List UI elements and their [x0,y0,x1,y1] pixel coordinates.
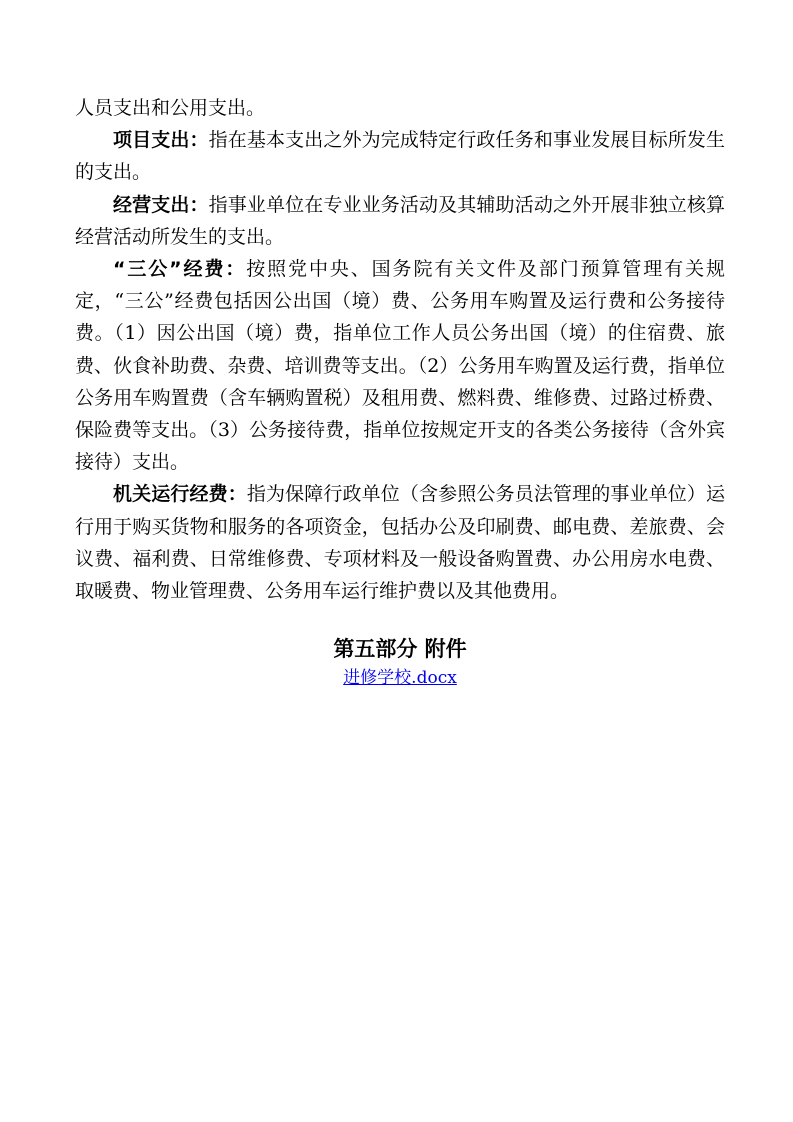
term-label: 经营支出： [113,193,209,216]
document-page [75,92,725,690]
term-label: 机关运行经费： [113,483,247,506]
attachment-link[interactable]: 进修学校.docx [343,668,457,689]
paragraph-project-expenditure [75,124,725,188]
paragraph-personnel-public [75,92,725,124]
term-label: 项目支出： [113,129,209,152]
paragraph-text: 指事业单位在专业业务活动及其辅助活动之外开展非独立核算经营活动所发生的支出。 [75,193,725,248]
paragraph-agency-operating-funds [75,478,725,607]
paragraph-text: 指在基本支出之外为完成特定行政任务和事业发展目标所发生的支出。 [75,129,725,184]
paragraph-three-public-expenses [75,253,725,478]
section-title: 第五部分 附件 [333,637,467,662]
paragraph-text: 人员支出和公用支出。 [75,97,266,119]
paragraph-operating-expenditure [75,189,725,253]
attachment-row [75,666,725,690]
paragraph-text: 按照党中央、国务院有关文件及部门预算管理有关规定，“三公”经费包括因公出国（境）费、公务用车购置及运行费和公务接待费。（1）因公出国（境）费，指单位工作人员公务出国（境）的住宿费、旅费、伙食补助费、杂费、培训费等支出。（2）公务用车购置及运行费，指单位公务用车购置费（含车辆购置税）及租用费、燃料费、维修费、过路过桥费、保险费等支出。（3）公务接待费，指单位按规定开支的各类公务接待（含外宾接待）支出。 [75,258,725,474]
paragraph-text: 指为保障行政单位（含参照公务员法管理的事业单位）运行用于购买货物和服务的各项资金，包括办公及印刷费、邮电费、差旅费、会议费、福利费、日常维修费、专项材料及一般设备购置费、办公用房水电费、取暖费、物业管理费、公务用车运行维护费以及其他费用。 [75,483,725,603]
term-label: “三公”经费： [113,258,247,281]
